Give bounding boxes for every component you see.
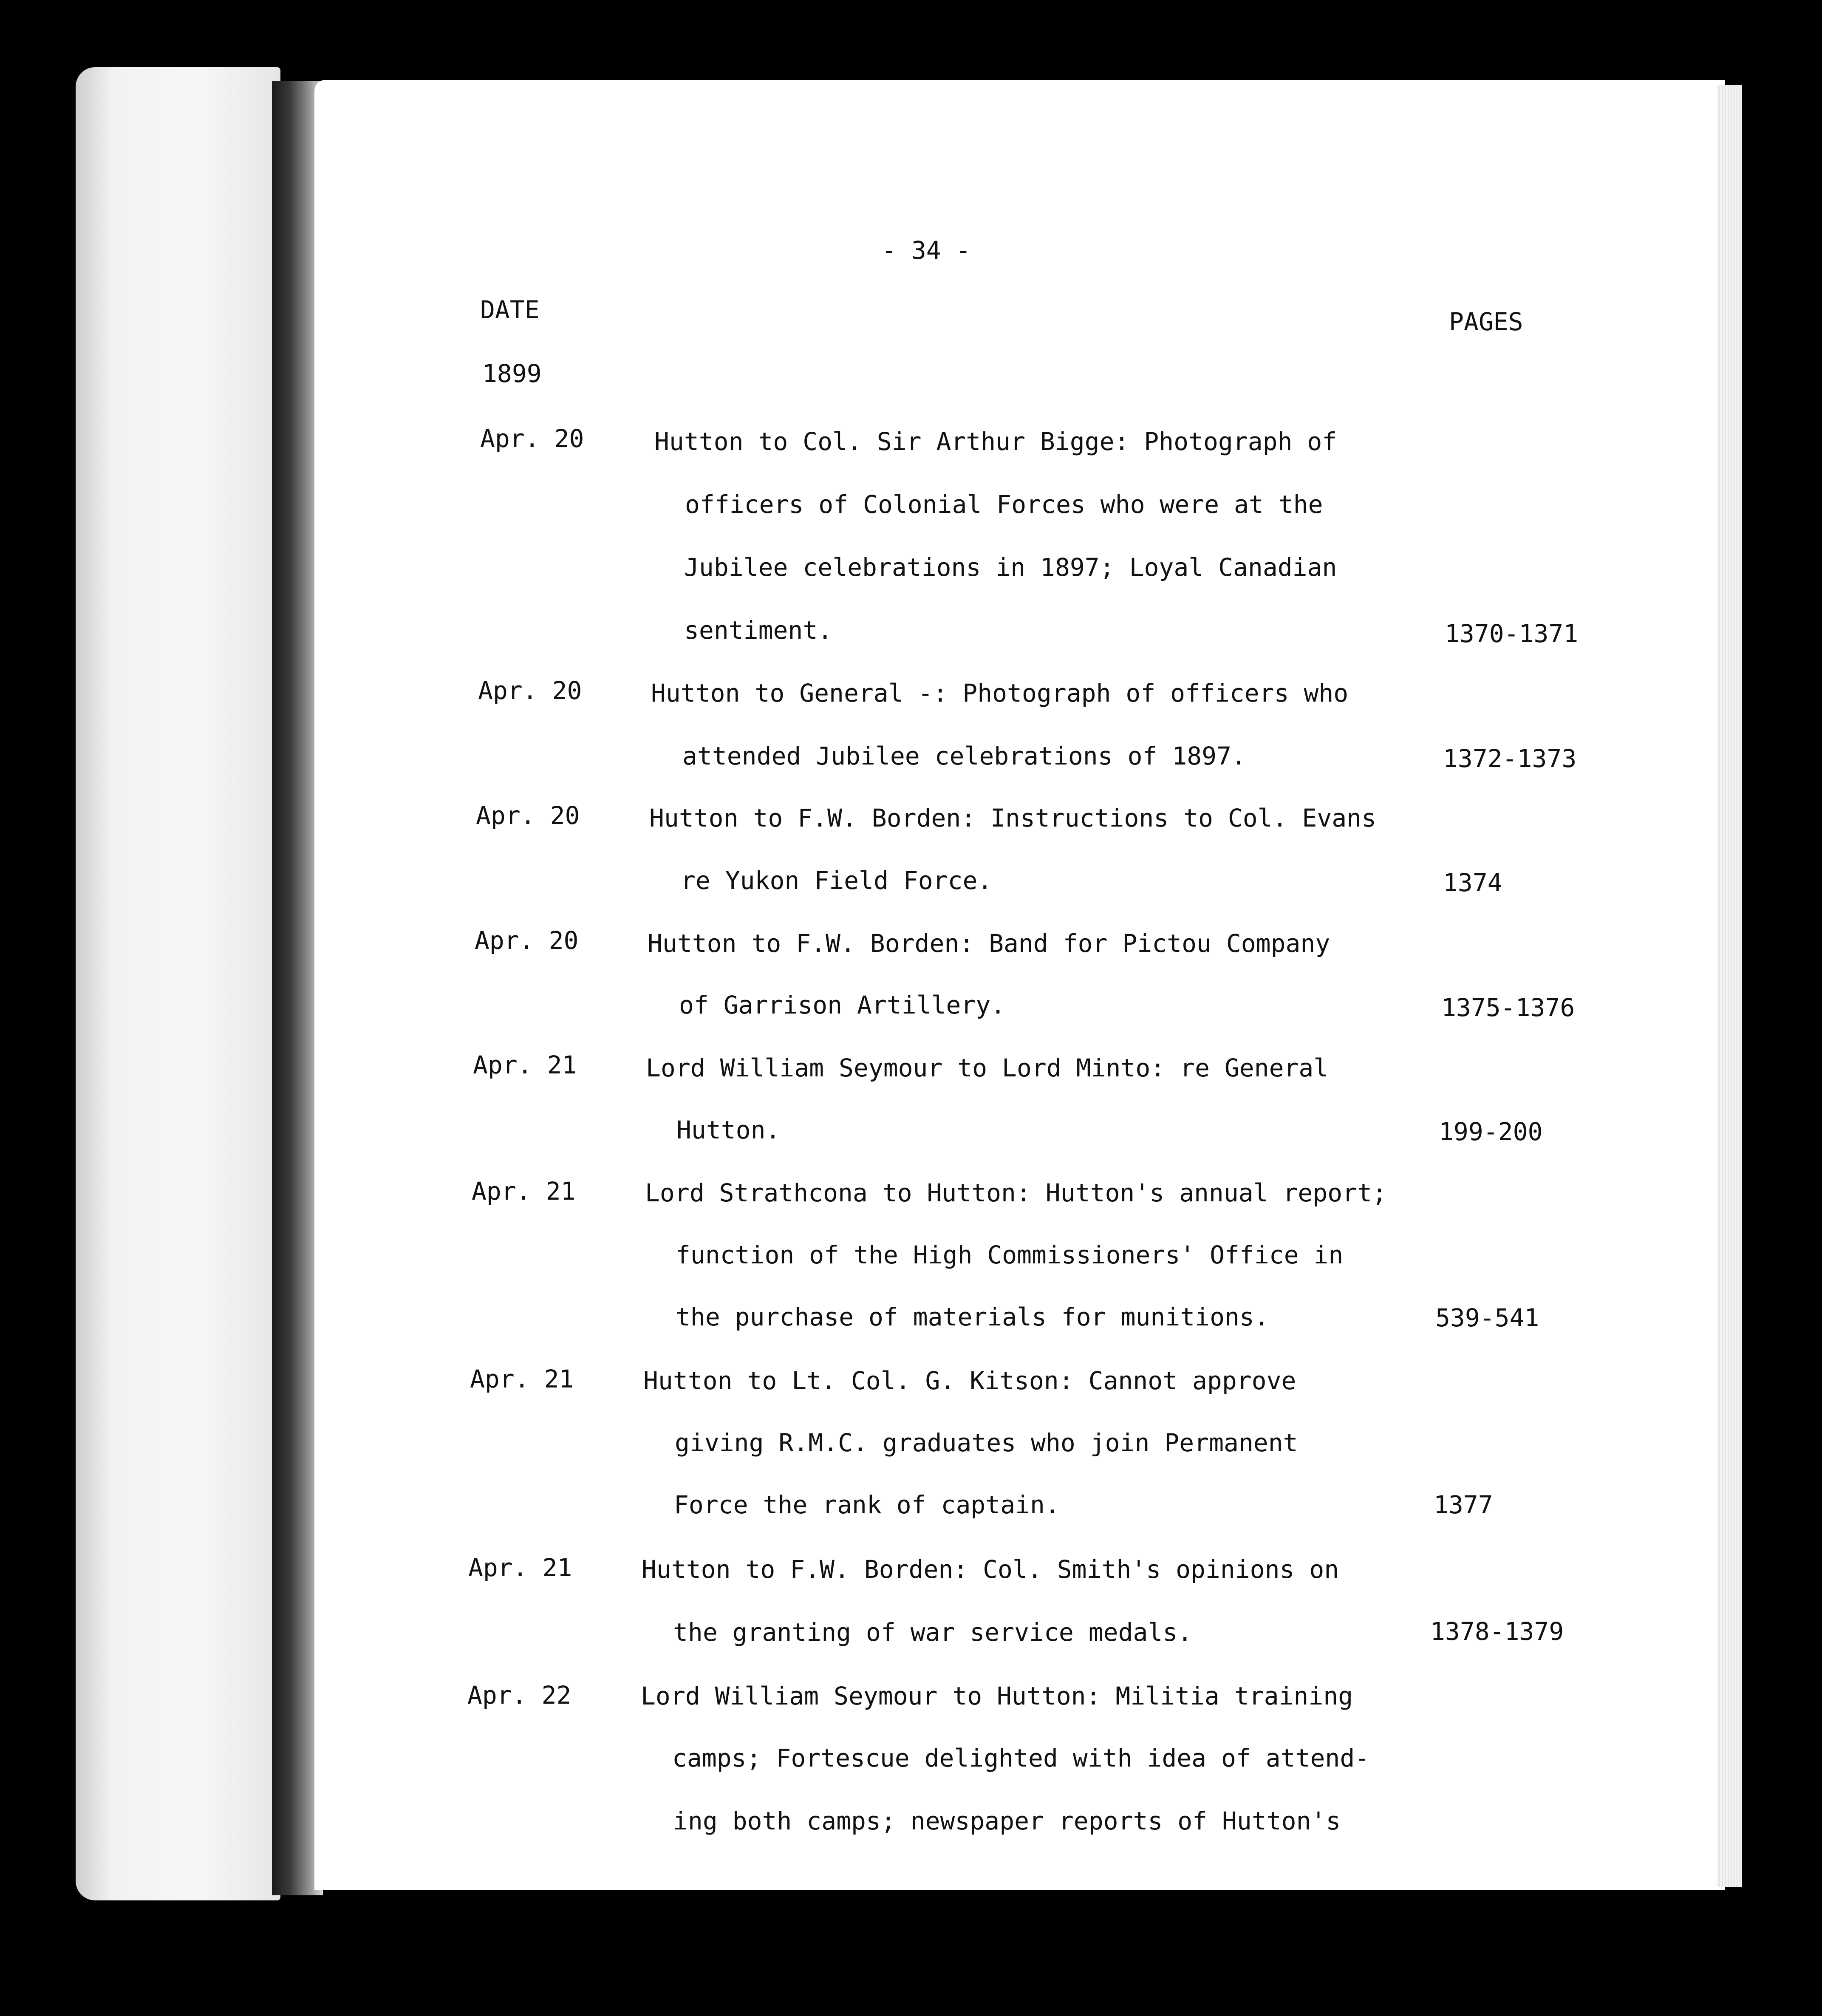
entry-text-line: Jubilee celebrations in 1897; Loyal Canadian [684, 553, 1337, 582]
entry-date: Apr. 20 [475, 926, 579, 955]
entry-pages: 199-200 [1439, 1117, 1543, 1146]
entry-text-line: Hutton to F.W. Borden: Band for Pictou Company [648, 929, 1330, 958]
entry-text-line: Lord Strathcona to Hutton: Hutton's annual report; [645, 1178, 1387, 1207]
entry-text-line: ing both camps; newspaper reports of Hutton's [673, 1806, 1341, 1835]
entry-pages: 1374 [1443, 868, 1502, 897]
entry-text-line: officers of Colonial Forces who were at the [685, 490, 1323, 519]
entry-date: Apr. 21 [470, 1365, 574, 1393]
entry-text-line: re Yukon Field Force. [681, 866, 993, 895]
entry-pages: 1370-1371 [1445, 619, 1579, 648]
left-page-edge [76, 67, 280, 1900]
entry-pages: 1375-1376 [1441, 993, 1575, 1022]
entry-text-line: function of the High Commissioners' Office in [676, 1240, 1344, 1269]
entry-text-line: Hutton to F.W. Borden: Col. Smith's opinions on [642, 1555, 1339, 1584]
entry-text-line: of Garrison Artillery. [679, 991, 1006, 1019]
entry-pages: 1372-1373 [1443, 744, 1577, 773]
entry-text-line: camps; Fortescue delighted with idea of attend- [672, 1744, 1370, 1772]
date-column-header: DATE [480, 295, 540, 324]
entry-text-line: Lord William Seymour to Hutton: Militia training [641, 1682, 1353, 1710]
entry-date: Apr. 21 [472, 1177, 576, 1206]
entry-text-line: sentiment. [684, 616, 833, 645]
entry-pages: 1378-1379 [1430, 1617, 1564, 1646]
entry-date: Apr. 20 [480, 424, 584, 453]
pages-column-header: PAGES [1449, 307, 1523, 336]
entry-date: Apr. 21 [473, 1050, 577, 1079]
entry-text-line: Hutton. [676, 1116, 781, 1144]
entry-text-line: giving R.M.C. graduates who join Permanent [675, 1428, 1298, 1457]
year-heading: 1899 [482, 359, 542, 388]
entry-text-line: Hutton to Lt. Col. G. Kitson: Cannot approve [643, 1366, 1296, 1395]
page-number: - 34 - [882, 236, 971, 265]
entry-date: Apr. 20 [476, 801, 580, 830]
entry-text-line: Hutton to General -: Photograph of officers who [651, 679, 1349, 708]
entry-text-line: Hutton to Col. Sir Arthur Bigge: Photograph of [654, 427, 1337, 456]
entry-date: Apr. 20 [478, 676, 582, 705]
entry-date: Apr. 21 [468, 1553, 572, 1582]
entry-text-line: Force the rank of captain. [674, 1490, 1060, 1519]
entry-text-line: the purchase of materials for munitions. [676, 1302, 1269, 1331]
entry-text-line: the granting of war service medals. [673, 1618, 1193, 1647]
entry-text-line: Hutton to F.W. Borden: Instructions to Col. Evans [649, 804, 1377, 832]
entry-text-line: attended Jubilee celebrations of 1897. [682, 742, 1246, 770]
entry-pages: 1377 [1434, 1490, 1493, 1519]
entry-pages: 539-541 [1435, 1303, 1539, 1332]
entry-text-line: Lord William Seymour to Lord Minto: re General [646, 1053, 1329, 1082]
entry-date: Apr. 22 [467, 1681, 571, 1710]
page-stack-edge [1717, 85, 1742, 1887]
